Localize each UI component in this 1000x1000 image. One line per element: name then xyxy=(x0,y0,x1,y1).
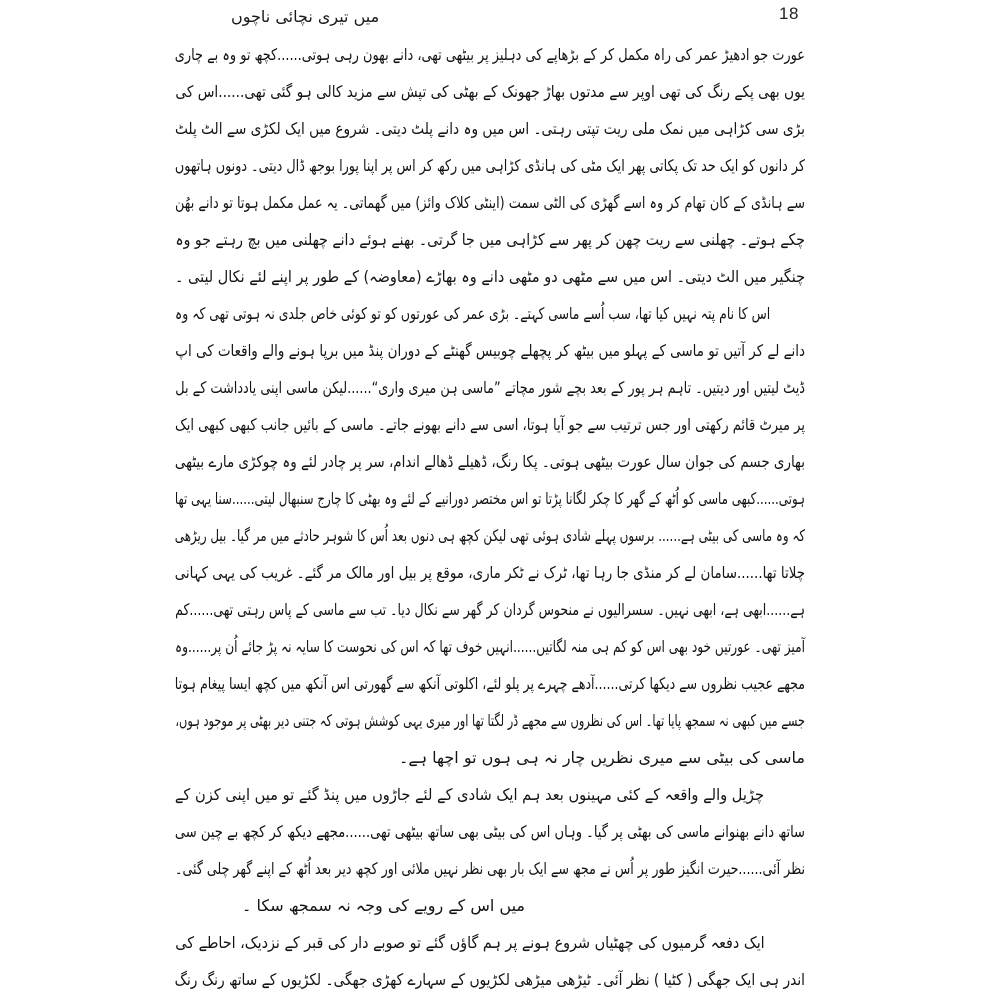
text-line: ایک دفعہ گرمیوں کی چھٹیاں شروع ہونے پر ہم گاؤں گئے تو صوبے دار کی قبر کے نزدیک، احاطے کی xyxy=(175,933,765,952)
text-line: ہوتی......کبھی ماسی کو اُٹھ کے گھر کا چکر لگانا پڑتا تو اس مختصر دورانیے کے لئے وہ بھٹی کا چارج سنبھال لیتی......سنا یہی تھا xyxy=(174,489,805,508)
text-line: پر میرٹ قائم رکھتی اور جس ترتیب سے جو آیا ہوتا، اسی سے دانے بھونے جاتے۔ ماسی کے بائیں جانب کبھی کبھی ایک xyxy=(175,415,806,434)
text-line: کہ وہ ماسی کی بیٹی ہے...... برسوں پہلے شادی ہوئی تھی لیکن کچھ ہی دنوں بعد اُس کا شوہر حادثے میں مر گیا۔ بیل ریڑھی xyxy=(174,526,806,545)
text-line: بڑی سی کڑاہی میں نمک ملی ریت تپتی رہتی۔ اس میں وہ دانے پلٹ دیتی۔ شروع میں ایک لکڑی سے الٹ پلٹ xyxy=(174,119,805,138)
text-line: نظر آئی......حیرت انگیز طور پر اُس نے مجھ سے ایک بار بھی نظر نہیں ملائی اور کچھ دیر بعد اُٹھ کے اپنے گھر چلی گئی۔ xyxy=(175,859,805,878)
text-line: مجھے عجیب نظروں سے دیکھا کرتی......آدھے چہرے پر پلو لئے، اکلوتی آنکھ سے گھورتی اس آنکھ میں کچھ ایسا پیغام ہوتا xyxy=(174,674,805,693)
text-line: اندر ہی ایک جھگی ( کٹیا ) نظر آئی۔ ٹیڑھی میڑھی لکڑیوں کے سہارے کھڑی جھگی۔ لکڑیوں کے ساتھ رنگ رنگ xyxy=(174,970,805,989)
text-line: یوں بھی پکے رنگ کی تھی اوپر سے مدتوں بھاڑ جھونک کے بھٹی کی تپش سے مزید کالی ہو گئی تھی......اس کی xyxy=(175,82,806,101)
text-line: عورت جو ادھیڑ عمر کی راہ مکمل کر کے بڑھاپے کی دہلیز پر بیٹھی تھی، دانے بھون رہی ہوتی......کچھ تو وہ بے چاری xyxy=(174,45,806,64)
text-block xyxy=(175,36,805,998)
text-line: جسے میں کبھی نہ سمجھ پایا تھا۔ اس کی نظروں سے مجھے ڈر لگتا تھا اور میری یہی کوشش ہوتی کہ جتنی دیر بھٹی پر موجود ہوں، xyxy=(175,711,806,730)
running-title: میں تیری نچائی ناچوں xyxy=(231,7,380,26)
text-line: ہے......ابھی ہے، ابھی نہیں۔ سسرالیوں نے منحوس گردان کر گھر سے نکال دیا۔ تب سے ماسی کے پاس رہتی تھی......کم xyxy=(175,600,805,619)
text-line: چنگیر میں الٹ دیتی۔ اس میں سے مٹھی دو مٹھی دانے وہ بھاڑے (معاوضہ) کے طور پر اپنے لئے نکال لیتی ۔ xyxy=(175,267,806,286)
text-line: دانے لے کر آتیں تو ماسی کے پہلو میں بیٹھ کر پچھلے چوبیس گھنٹے کے دوران پنڈ میں برپا ہونے والے واقعات کی اپ xyxy=(175,341,805,360)
text-line: بھاری جسم کی جوان سال عورت بیٹھی ہوتی۔ پکا رنگ، ڈھیلے ڈھالے اندام، سر پر چادر لئے وہ چوکڑی مارے بیٹھی xyxy=(174,452,805,471)
text-line: اس کا نام پتہ نہیں کیا تھا، سب اُسے ماسی کہتے۔ بڑی عمر کی عورتوں کو تو کوئی خاص جلدی نہ ہوتی تھی کہ وہ xyxy=(175,304,771,323)
text-line: ڈیٹ لیتیں اور دیتیں۔ تاہم ہر پور کے بعد بچے شور مچاتے ”ماسی ہن میری واری“......لیکن ماسی اپنی یادداشت کے بل xyxy=(175,378,805,397)
text-line: چڑیل والے واقعہ کے کئی مہینوں بعد ہم ایک شادی کے لئے جاڑوں میں پنڈ گئے تو میں اپنی کزن کے xyxy=(174,785,764,804)
text-line: سے ہانڈی کے کان تھام کر وہ اسے گھڑی کی الٹی سمت (اینٹی کلاک وائز) میں گھماتی۔ یہ عمل مکمل ہوتا تو دانے بھُن xyxy=(175,193,805,212)
text-line: چلاتا تھا......سامان لے کر منڈی جا رہا تھا، ٹرک نے ٹکر ماری، موقع پر بیل اور مالک مر گئے۔ غریب کی یہی کہانی xyxy=(174,563,805,582)
text-line: چکے ہوتے۔ چھلنی سے ریت چھن کر پھر سے کڑاہی میں جا گرتی۔ بھنے ہوئے دانے چھلنی میں بچ رہتے جو وہ xyxy=(175,230,805,249)
page-number: 18 xyxy=(779,4,799,23)
text-line: کر دانوں کو ایک حد تک پکاتی پھر ایک مٹی کی ہانڈی کڑاہی میں رکھ کر اس پر اپنا پورا بوجھ ڈال دیتی۔ دونوں ہاتھوں xyxy=(174,156,805,175)
text-line: ساتھ دانے بھنوانے ماسی کی بھٹی پر گیا۔ وہاں اس کی بیٹی بھی ساتھ بیٹھی تھی......مجھے دیکھ کر کچھ بے چین سی xyxy=(174,822,805,841)
text-line: ماسی کی بیٹی سے میری نظریں چار نہ ہی ہوں تو اچھا ہے۔ xyxy=(398,748,805,767)
text-line: میں اس کے رویے کی وجہ نہ سمجھ سکا ۔ xyxy=(242,896,525,915)
text-line: آمیز تھی۔ عورتیں خود بھی اس کو کم ہی منہ لگاتیں......انہیں خوف تھا کہ اس کی نحوست کا سایہ نہ پڑ جائے اُن پر......وہ xyxy=(174,637,805,656)
